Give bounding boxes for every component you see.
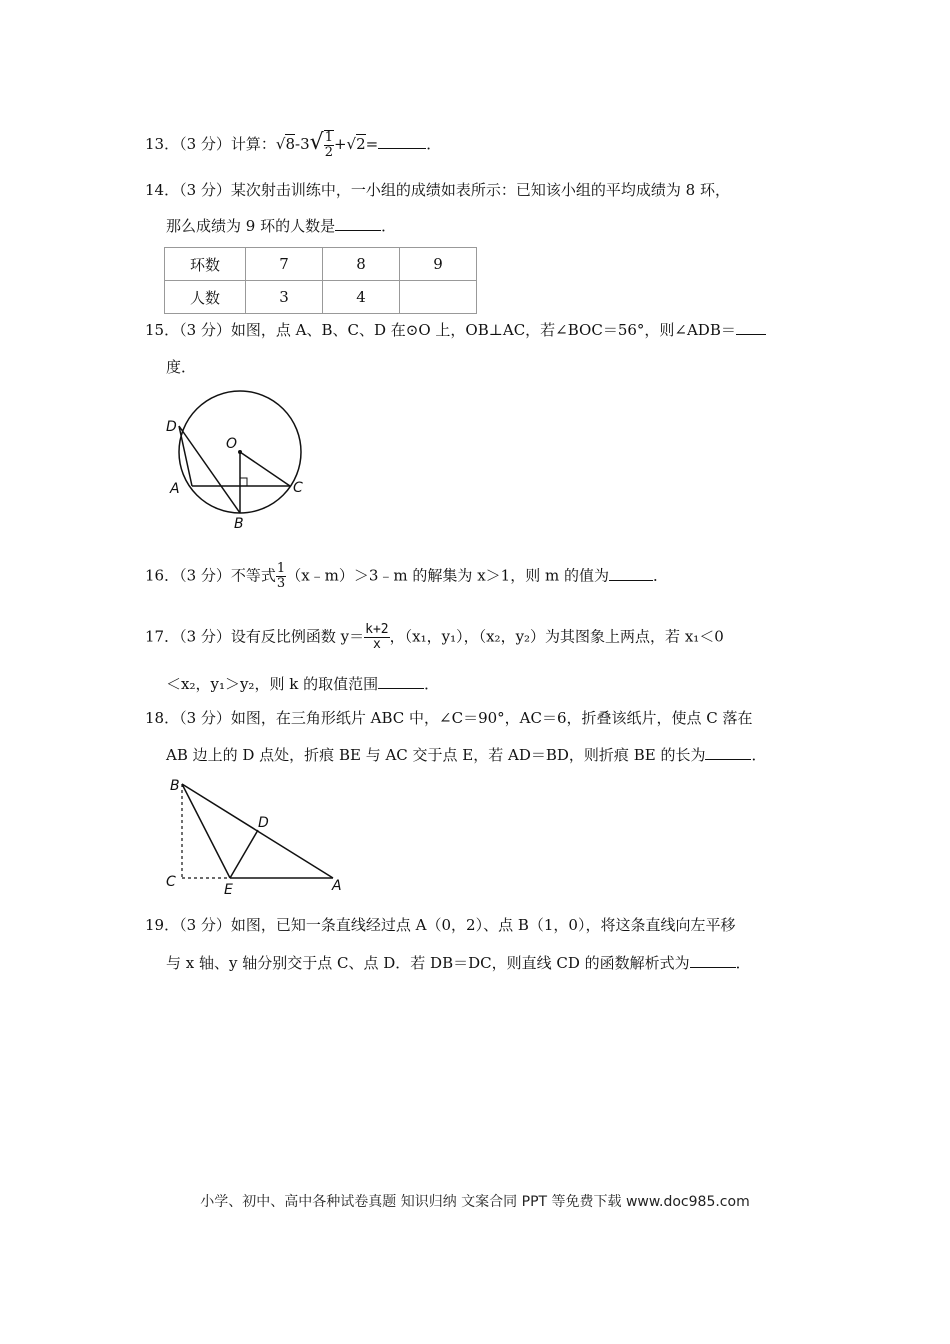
q16-text: （x﹣m）＞3﹣m 的解集为 x＞1，则 m 的值为	[286, 566, 609, 585]
question-17	[145, 623, 724, 652]
q16-frac-num: 1	[276, 561, 286, 576]
q13-number: 13．	[145, 135, 180, 153]
q13-plus: +	[333, 135, 347, 153]
table-row	[165, 281, 477, 314]
sqrt-symbol: √	[309, 130, 324, 155]
question-15	[145, 320, 766, 340]
center-dot	[238, 450, 242, 454]
q14-line2: 那么成绩为 9 环的人数是	[166, 217, 336, 235]
table-cell: 7	[246, 248, 323, 281]
q14-end: ．	[381, 217, 397, 235]
question-18	[145, 708, 753, 728]
answer-blank	[609, 566, 653, 581]
q13-fraction	[324, 130, 334, 160]
q13-equals: =	[365, 135, 379, 153]
question-16	[145, 562, 668, 591]
question-14	[145, 180, 730, 200]
answer-blank	[378, 674, 424, 689]
question-13	[145, 130, 441, 160]
q17-number: 17．	[145, 627, 180, 646]
answer-blank	[335, 216, 381, 231]
q17-fraction	[364, 623, 389, 652]
answer-blank	[736, 320, 766, 335]
q17-prefix: 设有反比例函数 y＝	[230, 627, 365, 646]
q16-fraction	[276, 562, 286, 591]
label-a: A	[332, 878, 342, 894]
table-cell: 8	[323, 248, 400, 281]
q16-number: 16．	[145, 566, 180, 585]
q13-end: ．	[426, 135, 442, 153]
q19-line1: 如图，已知一条直线经过点 A（0，2）、点 B（1，0），将这条直线向左平移	[230, 916, 736, 934]
q13-radicand-c: 2	[356, 135, 366, 153]
q14-number: 14．	[145, 181, 180, 199]
q15-text: 如图，点 A、B、C、D 在⊙O 上，OB⊥AC，若∠BOC＝56°，则∠ADB＝	[230, 321, 736, 339]
q15-line2: 度．	[166, 358, 197, 376]
label-c: C	[293, 480, 303, 496]
segment-ed	[230, 830, 258, 878]
question-14-line2	[166, 216, 396, 236]
label-b: B	[234, 516, 244, 532]
q16-score: （3 分）	[179, 566, 231, 585]
table-cell	[400, 281, 477, 314]
sqrt-symbol: √	[275, 135, 286, 153]
question-19	[145, 915, 735, 935]
answer-blank	[705, 745, 751, 760]
q16-frac-den: 3	[276, 576, 286, 591]
q19-end: ．	[735, 954, 751, 972]
table-row	[165, 248, 477, 281]
q17-frac-num: k+2	[365, 622, 389, 637]
q13-frac-num: 1	[324, 130, 333, 145]
q18-end: ．	[751, 746, 767, 764]
page-footer: 小学、初中、高中各种试卷真题 知识归纳 文案合同 PPT 等免费下载 www.doc985.com	[200, 1194, 750, 1210]
label-d: D	[166, 419, 177, 435]
q13-minus3: -3	[295, 135, 310, 153]
q19-line2: 与 x 轴、y 轴分别交于点 C、点 D．若 DB＝DC，则直线 CD 的函数解析式为	[166, 954, 690, 972]
q13-frac-den: 2	[324, 145, 333, 160]
q18-line2: AB 边上的 D 点处，折痕 BE 与 AC 交于点 E，若 AD＝BD，则折痕 BE 的长为	[166, 746, 706, 764]
question-15-line2	[166, 357, 196, 377]
q15-score: （3 分）	[179, 321, 231, 339]
label-e: E	[224, 882, 233, 898]
label-c: C	[166, 874, 176, 890]
table-cell: 人数	[165, 281, 246, 314]
q14-line1: 某次射击训练中，一小组的成绩如表所示：已知该小组的平均成绩为 8 环，	[230, 181, 730, 199]
question-19-line2	[166, 953, 751, 973]
table-cell: 4	[323, 281, 400, 314]
q13-radicand-a: 8	[285, 135, 296, 153]
q18-line1: 如图，在三角形纸片 ABC 中，∠C＝90°，AC＝6，折叠该纸片，使点 C 落在	[230, 709, 753, 727]
q19-score: （3 分）	[179, 916, 231, 934]
q13-prefix: 计算：	[230, 135, 276, 153]
score-table	[164, 247, 477, 314]
q17-score: （3 分）	[179, 627, 231, 646]
question-18-line2	[166, 745, 766, 765]
q18-score: （3 分）	[179, 709, 231, 727]
table-cell: 环数	[165, 248, 246, 281]
q17-line2: ＜x₂，y₁＞y₂，则 k 的取值范围	[166, 675, 379, 693]
label-o: O	[226, 436, 238, 452]
question-17-line2	[166, 674, 439, 694]
q17-end: ．	[424, 675, 440, 693]
label-b: B	[170, 778, 180, 794]
q13-score: （3 分）	[179, 135, 231, 153]
q18-number: 18．	[145, 709, 180, 727]
table-cell: 9	[400, 248, 477, 281]
q16-end: ．	[652, 566, 668, 585]
answer-blank	[378, 134, 426, 149]
triangle-figure	[160, 770, 360, 900]
table-cell: 3	[246, 281, 323, 314]
right-angle-mark	[240, 478, 247, 486]
answer-blank	[690, 953, 736, 968]
q19-number: 19．	[145, 916, 180, 934]
label-a: A	[170, 481, 180, 497]
q14-score: （3 分）	[179, 181, 231, 199]
sqrt-symbol: √	[346, 135, 357, 153]
q17-text: ，（x₁，y₁），（x₂，y₂）为其图象上两点，若 x₁＜0	[389, 627, 724, 646]
q15-number: 15．	[145, 321, 180, 339]
q16-prefix: 不等式	[230, 566, 276, 585]
q17-frac-den: x	[372, 637, 381, 652]
circle-figure	[160, 380, 320, 535]
label-d: D	[258, 815, 269, 831]
